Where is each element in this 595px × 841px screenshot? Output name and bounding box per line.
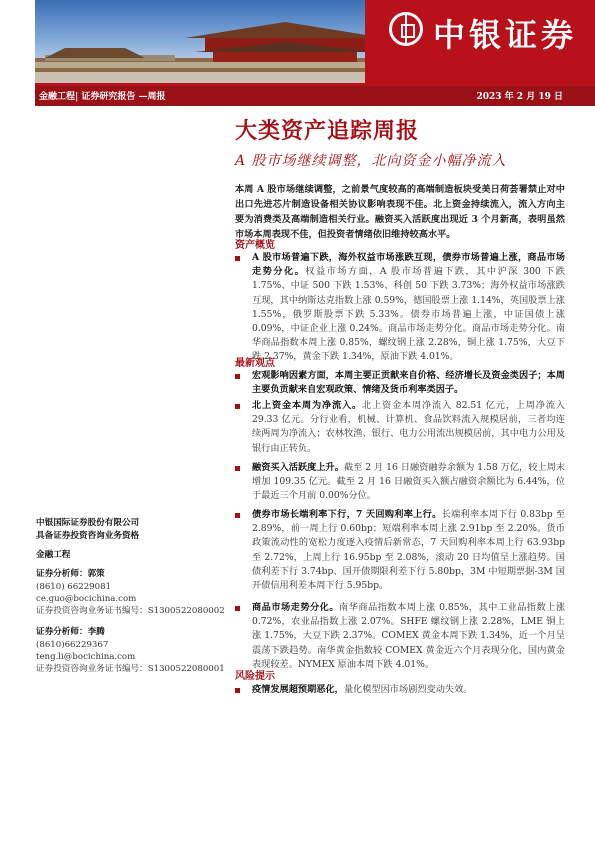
analyst-phone: (8610)66229367 [36,640,109,650]
analyst-email[interactable]: teng.li@bocichina.com [36,652,136,662]
section-title-risk: 风险提示 [235,671,275,682]
bank-of-china-icon [389,12,423,46]
analyst-email[interactable]: ce.guo@bocichina.com [36,594,137,604]
bullet-marker [235,374,240,379]
bullet-lead: 北上资金本周为净流入。 [252,400,363,411]
bullet-body: 北上资金本周净流入 82.51 亿元，上周净流入 29.33 亿元。分行业看，机械、计算机、食品饮料流入规模居前，三者均连续两周为净流入；农林牧渔、银行、电力公用流出规模居前，其中电力公用及银行由正转负。 [252,400,565,454]
logo-text: 中银证券 [433,16,578,54]
bullet-risk [235,683,565,697]
bullet-latest-commodity [235,601,565,672]
report-date: 2023 年 2 月 19 日 [476,92,563,102]
bullet-body: 截至 2 月 16 日融资融券余额为 1.58 万亿，较上周末增加 109.35 亿元。截至 2 月 16 日融资买入额占融资余额比为 6.44%，位于最近三个月前 0.00%分位。 [252,462,566,502]
bullet-lead: 债券市场长端利率下行，7 天回购利率上行。 [252,509,442,520]
report-subtitle: A 股市场继续调整，北向资金小幅净流入 [235,153,507,169]
section-title-overview: 资产概览 [235,240,275,251]
header-banner [35,0,595,83]
analyst-license: 证券投资咨询业务证书编号：S1300522080001 [36,664,225,674]
bullet-marker [235,513,240,518]
bullet-latest-northbound [235,399,565,456]
bullet-latest-bond [235,508,565,593]
bullet-lead: 融资买入活跃度上升。 [252,462,344,473]
section-title-latest: 最新观点 [235,358,275,369]
bullet-marker [235,466,240,471]
report-category: 金融工程| 证券研究报告 —周报 [39,92,166,102]
bullet-overview [235,251,565,365]
bullet-lead: 疫情发展超预期恶化， [252,684,344,695]
bullet-body: 长端利率本周下行 0.83bp 至 2.89%，前一周上行 0.60bp；短端利率本周上涨 2.91bp 至 2.20%。货币政策流动性的宽松力度逐入疫情后新常态，7 天回购利率本周上行 63.93bp 至 2.72%，上周上行 16.95bp 至 2.08%，滚动 20 日均值呈上涨趋势。国债利差下行 3.74bp、国开债期限利差下行 5.80bp，3M 中短期票据-3M 国开债信用利差本周下行 5.95bp。 [252,509,566,592]
report-info-bar [35,86,595,106]
analyst-name: 证券分析师：郭策 [36,569,105,579]
department: 金融工程 [36,550,71,560]
bullet-body: 南华商品指数本周上涨 0.85%，其中工业品指数上涨 0.72%，农业品指数上涨 2.07%。SHFE 螺纹钢上涨 2.28%，LME 铜上涨 1.75%，大豆下跌 2.37%。COMEX 黄金本周下跌 1.34%，近一个月呈震荡下跌趋势。南华黄金指数较 COMEX 黄金近六个月表现分化，国内黄金表现较差。NYMEX 原油本周下跌 4.01%。 [252,602,566,670]
bullet-marker [235,606,240,611]
bullet-latest-margin [235,461,565,504]
bullet-lead: 宏观影响因素方面，本周主要正贡献来自价格、经济增长及资金类因子；本周主要负贡献来自宏观政策、情绪及货币利率类因子。 [252,370,565,396]
report-summary: 本周 A 股市场继续调整，之前景气度较高的高端制造板块受美日荷荟署禁止对中出口先进芯片制造设备相关协议影响表现不佳。北上资金持续流入，流入方向主要为消费类及高端制造相关行业。融资买入活跃度出现近 3 个月新高，表明虽然市场本周表现不佳，但投资者情绪依旧维持较高水平。 [235,184,565,240]
bullet-body: 量化模型因市场剧烈变动失效。 [343,684,473,695]
report-title: 大类资产追踪周报 [235,118,420,144]
company-name: 中银国际证券股份有限公司 [36,518,140,528]
bullet-lead: 商品市场走势分化。 [252,602,340,613]
bullet-marker [235,256,240,261]
company-qualification: 具备证券投资咨询业务资格 [36,531,140,541]
brand-logo[interactable] [365,0,595,83]
bullet-latest-macro [235,369,565,397]
bullet-marker [235,688,240,693]
bullet-body: 权益市场方面，A 股市场普遍下跌，其中沪深 300 下跌 1.75%、中证 500 下跌 1.53%、科创 50 下跌 3.73%；海外权益市场涨跌互现，其中纳斯达克指数上涨 0.59%，德国股票上涨 1.14%，英国股票上涨 1.55%，俄罗斯股票下跌 5.33%。债券市场普遍上涨，中证国债上涨 0.09%，中证企业上涨 0.24%。商品市场走势分化。商品市场走势分化。南华商品指数本周上涨 0.85%，螺纹钢上涨 2.28%，铜上涨 1.75%，大豆下跌 2.37%，黄金下跌 1.34%，原油下跌 4.01%。 [252,266,565,363]
bullet-marker [235,404,240,409]
analyst-phone: (8610) 66229081 [36,582,112,592]
analyst-name: 证券分析师：李腾 [36,627,105,637]
analyst-license: 证券投资咨询业务证书编号：S1300522080002 [36,606,225,616]
bullet-lead: A 股市场普遍下跌，海外权益市场涨跌互现，债券市场普遍上涨，商品市场走势分化。 [252,252,565,278]
